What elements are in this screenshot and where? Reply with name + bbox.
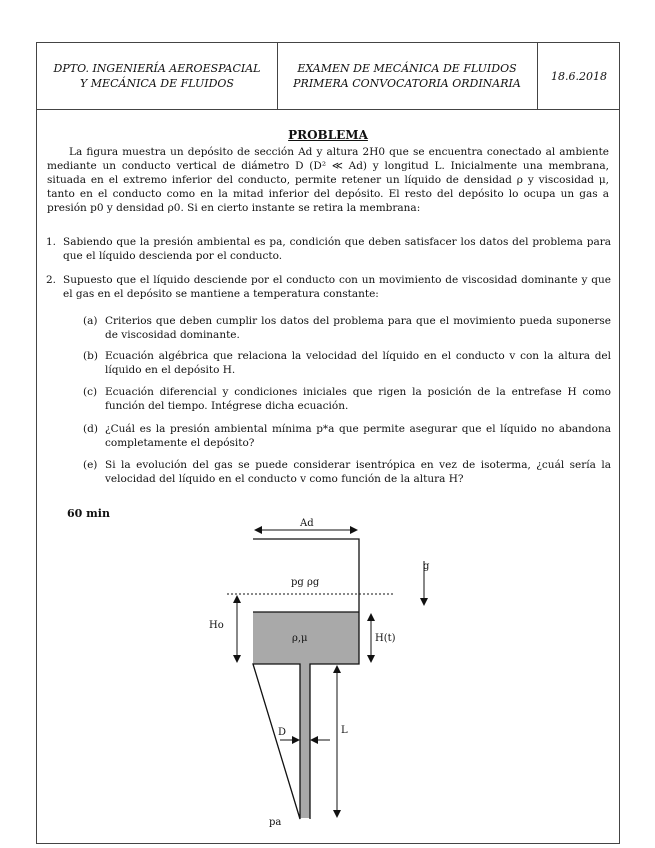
subquestion-text: Ecuación diferencial y condiciones iniciales que rigen la posición de la entrefase H como función del tiempo. Intégrese dicha ecuación. — [105, 386, 611, 412]
label-ad: Ad — [300, 518, 314, 529]
liquid-in-conduit — [300, 664, 310, 818]
label-ht: H(t) — [375, 633, 396, 644]
question-number: 1. — [46, 236, 57, 248]
department-line-1: DPTO. INGENIERÍA AEROESPACIAL — [53, 62, 261, 75]
subquestion-text: Si la evolución del gas se puede considerar isentrópica en vez de isoterma, ¿cuál sería la velocidad del líquido en el conducto v como función de la altura H? — [105, 459, 611, 485]
subquestion-number: (c) — [83, 386, 98, 398]
question-text: Sabiendo que la presión ambiental es pa, condición que deben satisfacer los datos del problema para que el líquido descienda por el conducto. — [63, 236, 611, 262]
label-g: g — [423, 561, 430, 572]
label-h0: Ho — [209, 620, 224, 631]
label-l: L — [341, 725, 348, 736]
subquestion-number: (b) — [83, 350, 98, 362]
label-d: D — [278, 727, 287, 738]
problem-statement: La figura muestra un depósito de sección Ad y altura 2H0 que se encuentra conectado al ambiente mediante un conducto vertical de diámetro D (D² ≪ Ad) y longitud L. Inicialmente una membrana, situada en el extremo inferior del conducto, permite retener un líquido de densidad ρ y viscosidad μ, tanto en el conducto como en la mitad inferior del depósito. El resto del depósito lo ocupa un gas a presión p0 y densidad ρ0. Si en cierto instante se retira la membrana: — [47, 146, 609, 214]
subquestion-text: Ecuación algébrica que relaciona la velocidad del líquido en el conducto v con la altura del líquido en el depósito H. — [105, 350, 611, 376]
subquestion-number: (a) — [83, 315, 98, 327]
subquestion-text: ¿Cuál es la presión ambiental mínima p*a que permite asegurar que el líquido no abandona completamente el depósito? — [105, 423, 611, 449]
problem-title: PROBLEMA — [288, 128, 368, 142]
subquestion-number: (d) — [83, 423, 98, 435]
question-text: Supuesto que el líquido desciende por el conducto con un movimiento de viscosidad dominante y que el gas en el depósito se mantiene a temperatura constante: — [63, 274, 611, 300]
exam-title-line-1: EXAMEN DE MECÁNICA DE FLUIDOS — [297, 62, 517, 75]
label-gas: pg ρg — [291, 577, 320, 588]
question-number: 2. — [46, 274, 57, 286]
label-pa: pa — [269, 817, 282, 828]
exam-date: 18.6.2018 — [551, 69, 607, 83]
exam-page — [36, 42, 620, 844]
time-limit: 60 min — [67, 507, 110, 520]
subquestion-text: Criterios que deben cumplir los datos del problema para que el movimiento pueda suponerse de viscosidad dominante. — [105, 315, 611, 341]
tank-diagram — [37, 43, 621, 845]
department-line-2: Y MECÁNICA DE FLUIDOS — [80, 77, 234, 90]
exam-title-line-2: PRIMERA CONVOCATORIA ORDINARIA — [293, 77, 521, 90]
subquestion-number: (e) — [83, 459, 98, 471]
label-liquid: ρ,μ — [292, 633, 308, 644]
